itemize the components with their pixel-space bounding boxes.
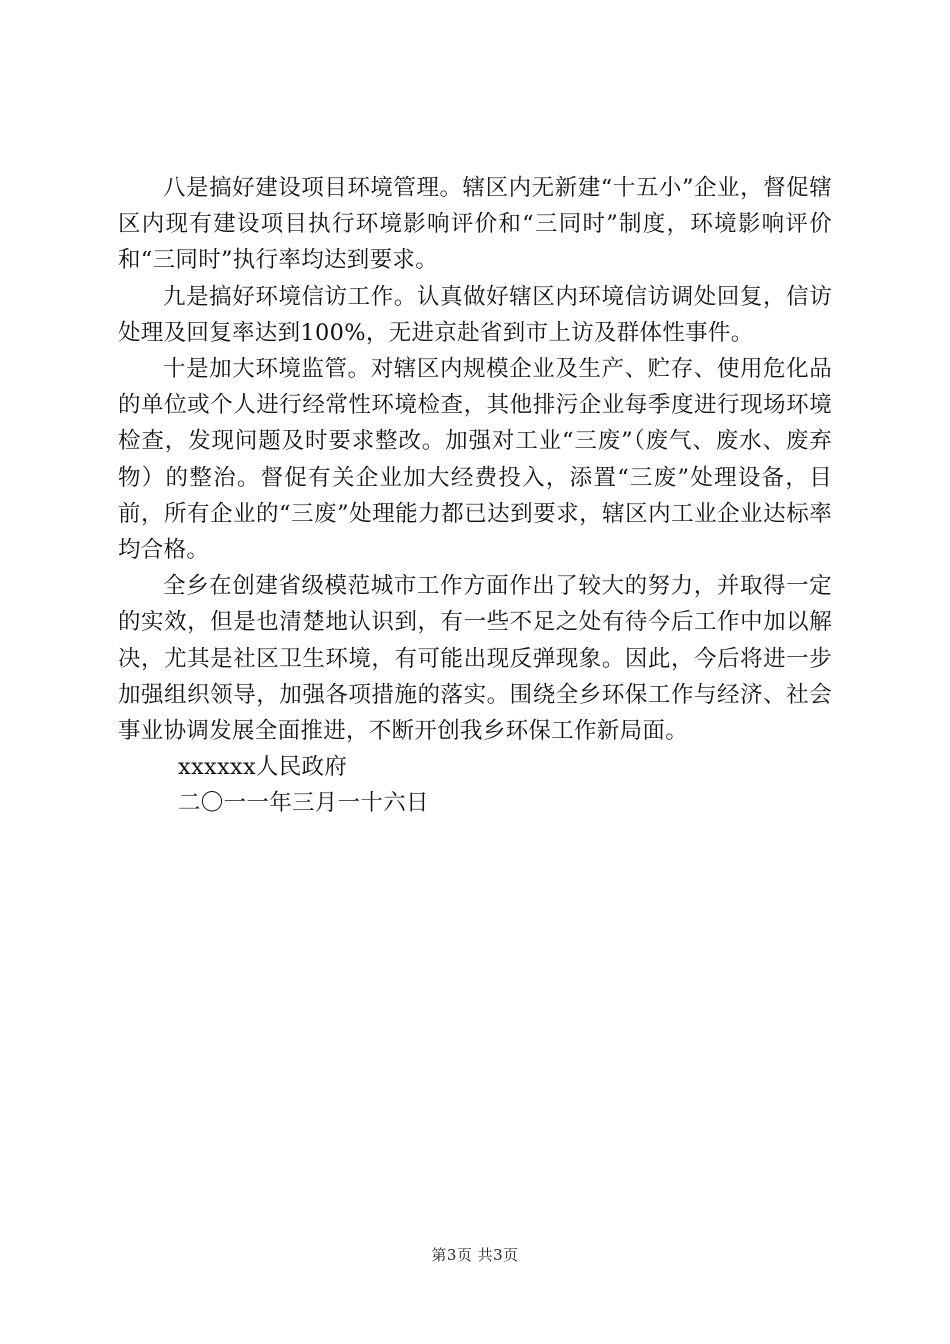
signature-date: 二〇一一年三月一十六日 <box>178 790 429 817</box>
paragraph-item-9: 九是搞好环境信访工作。认真做好辖区内环境信访调处回复，信访处理及回复率达到100%，无进京赴省到市上访及群体性事件。 <box>118 283 832 346</box>
document-body <box>118 170 832 822</box>
paragraph-summary: 全乡在创建省级模范城市工作方面作出了较大的努力，并取得一定的实效，但是也清楚地认识到，有一些不足之处有待今后工作中加以解决，尤其是社区卫生环境，有可能出现反弹现象。因此，今后将进一步加强组织领导，加强各项措施的落实。围绕全乡环保工作与经济、社会事业协调发展全面推进，不断开创我乡环保工作新局面。 <box>118 573 832 745</box>
paragraph-item-10: 十是加大环境监管。对辖区内规模企业及生产、贮存、使用危化品的单位或个人进行经常性环境检查，其他排污企业每季度进行现场环境检查，发现问题及时要求整改。加强对工业“三废”（废气、废水、废弃物）的整治。督促有关企业加大经费投入，添置“三废”处理设备，目前，所有企业的“三废”处理能力都已达到要求，辖区内工业企业达标率均合格。 <box>118 356 832 564</box>
signature-organization: xxxxxx人民政府 <box>178 754 348 781</box>
page-footer: 第3页 共3页 <box>431 1246 519 1264</box>
paragraph-item-8: 八是搞好建设项目环境管理。辖区内无新建“十五小”企业，督促辖区内现有建设项目执行环境影响评价和“三同时”制度，环境影响评价和“三同时”执行率均达到要求。 <box>118 175 832 274</box>
